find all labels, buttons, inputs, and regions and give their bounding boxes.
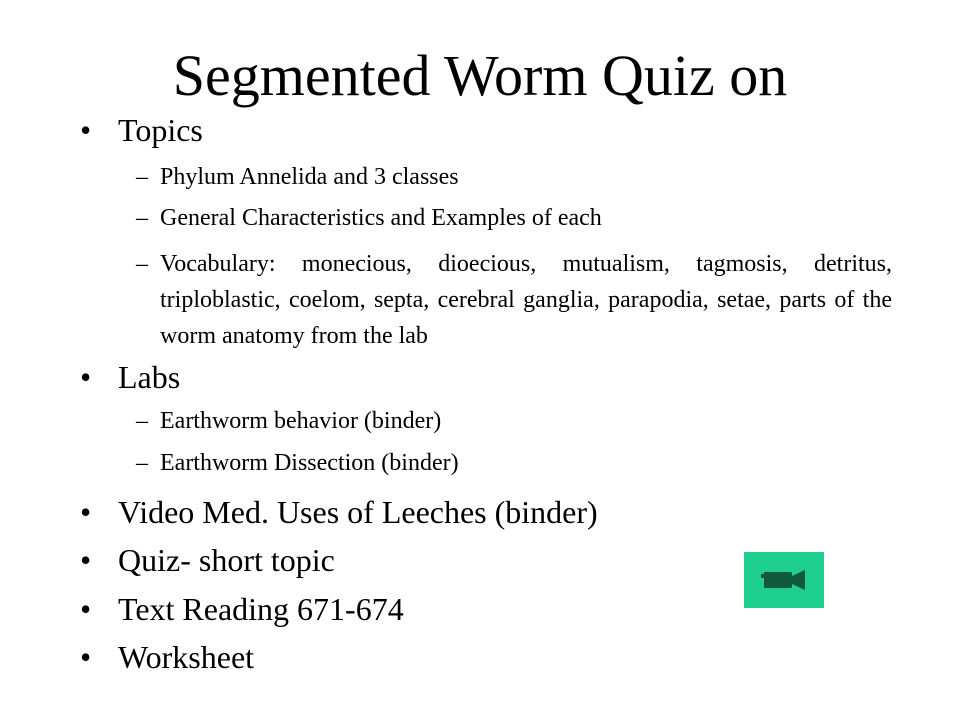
bullet-quiz-text: Quiz- short topic [118,542,335,578]
bullet-video-text: Video Med. Uses of Leeches (binder) [118,494,598,530]
sub-bullet-characteristics [136,203,892,233]
bullet-topics [80,110,203,150]
slide-title: Segmented Worm Quiz on [172,43,788,108]
bullet-marker: • [80,359,92,395]
bullet-video [80,492,598,532]
bullet-quiz [80,540,335,580]
bullet-labs-label: Labs [118,359,181,395]
sub-bullet-text: Vocabulary: monecious, dioecious, mutualism, tagmosis, detritus, triploblastic, coelom, septa, cerebral ganglia, parapodia, setae, parts of the worm anatomy from the lab [160,251,892,349]
bullet-worksheet [80,637,254,677]
bullet-reading [80,589,404,629]
dash-marker: – [136,251,148,277]
dash-marker: – [136,408,148,434]
bullet-marker: • [80,112,92,148]
bullet-marker: • [80,639,92,675]
video-camera-icon [761,566,807,594]
sub-bullet-text: Phylum Annelida and 3 classes [160,164,459,190]
bullet-marker: • [80,591,92,627]
sub-bullet-text: General Characteristics and Examples of each [160,205,602,231]
dash-marker: – [136,450,148,476]
sub-bullet-text: Earthworm behavior (binder) [160,408,442,434]
bullet-labs [80,357,180,397]
sub-bullet-behavior [136,406,892,436]
video-play-button[interactable] [744,552,824,608]
sub-bullet-vocabulary [136,246,892,354]
bullet-worksheet-text: Worksheet [118,639,255,675]
bullet-reading-text: Text Reading 671-674 [118,591,404,627]
dash-marker: – [136,205,148,231]
bullet-marker: • [80,542,92,578]
bullet-marker: • [80,494,92,530]
dash-marker: – [136,164,148,190]
sub-bullet-text: Earthworm Dissection (binder) [160,450,459,476]
sub-bullet-phylum [136,162,892,192]
bullet-topics-label: Topics [118,112,203,148]
sub-bullet-dissection [136,448,892,478]
